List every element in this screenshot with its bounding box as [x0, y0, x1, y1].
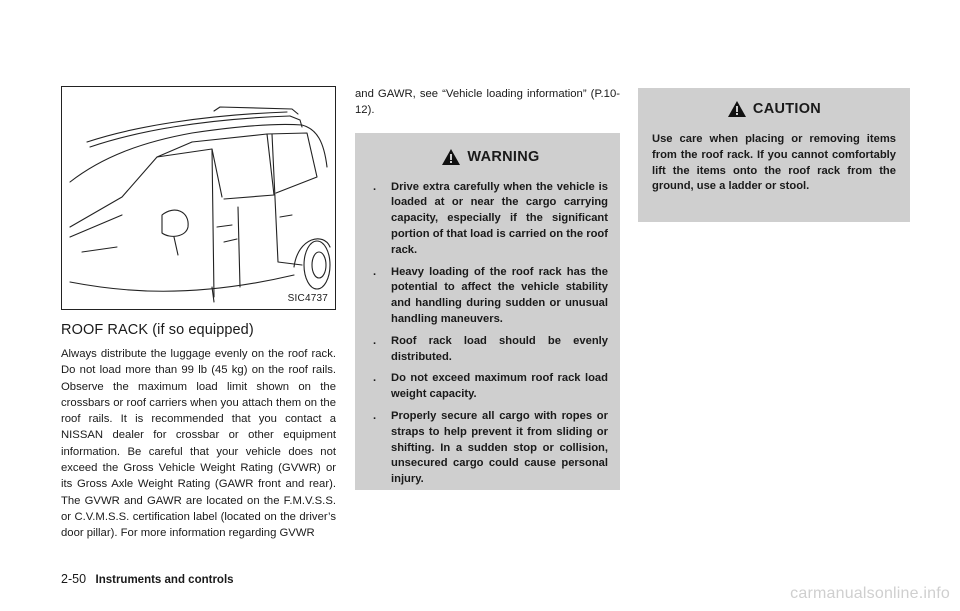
caution-header: [652, 100, 896, 118]
caution-triangle-icon: [727, 100, 747, 118]
warning-item-text: Do not exceed maximum roof rack load weight capacity.: [391, 372, 608, 401]
bullet: .: [373, 409, 377, 422]
warning-title: WARNING: [467, 148, 540, 165]
roof-rack-illustration: [61, 86, 336, 310]
warning-item-text: Properly secure all cargo with ropes or straps to help prevent it from sliding or shifting. In a sudden stop or collision, unsecured cargo could cause personal injury.: [391, 409, 608, 486]
page-footer: [61, 572, 234, 586]
figure-code: SIC4737: [287, 293, 328, 304]
page-number: 2-50: [61, 572, 87, 586]
chapter-title: Instruments and controls: [95, 574, 234, 586]
warning-header: [373, 148, 608, 166]
warning-item-text: Heavy loading of the roof rack has the potential to affect the vehicle stability and handling during sudden or unusual handling maneuvers.: [391, 265, 608, 325]
warning-item: [373, 334, 608, 366]
warning-list: [373, 180, 608, 488]
minivan-line-drawing: [62, 87, 335, 309]
watermark-logo: carmanualsonline.info: [790, 585, 950, 602]
bullet: .: [373, 265, 377, 278]
warning-item: [373, 180, 608, 259]
warning-item: [373, 371, 608, 403]
middle-column: [355, 86, 620, 490]
bullet: .: [373, 372, 377, 385]
section-title: ROOF RACK (if so equipped): [61, 322, 254, 338]
section-body-continuation: and GAWR, see “Vehicle loading information” (P.10-12).: [355, 88, 620, 117]
warning-triangle-icon: [441, 148, 461, 166]
caution-box: [638, 88, 910, 222]
left-column: [61, 86, 336, 542]
warning-item-text: Roof rack load should be evenly distributed.: [391, 334, 608, 363]
bullet: .: [373, 334, 377, 347]
warning-box: [355, 133, 620, 490]
section-body: Always distribute the luggage evenly on the roof rack. Do not load more than 99 lb (45 kg) on the roof rails. Observe the maximum load limit shown on the crossbars or roof carriers when you attach them on the roof rails. It is recommended that you contact a NISSAN dealer for crossbar or other equipment information. Be careful that your vehicle does not exceed the Gross Vehicle Weight Rating (GVWR) or its Gross Axle Weight Rating (GAWR front and rear). The GVWR and GAWR are located on the F.M.V.S.S. or C.V.M.S.S. certification label (located on the driver’s door pillar). For more information regarding GVWR: [61, 348, 336, 540]
caution-title: CAUTION: [752, 101, 822, 117]
warning-item: [373, 409, 608, 488]
bullet: .: [373, 180, 377, 193]
right-column: [638, 88, 910, 222]
warning-item-text: Drive extra carefully when the vehicle is loaded at or near the cargo carrying capacity, especially if the significant portion of that load is carried on the roof rack.: [391, 180, 608, 256]
warning-item: [373, 265, 608, 328]
caution-text: Use care when placing or removing items from the roof rack. If you cannot comfortably lift the items onto the roof rack from the ground, use a ladder or stool.: [652, 133, 896, 193]
